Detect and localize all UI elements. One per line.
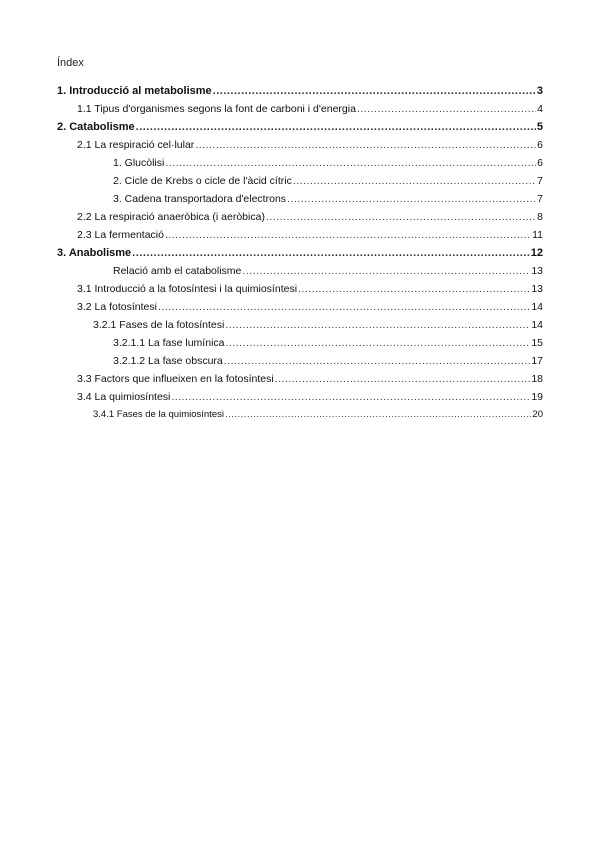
toc-entry-title: 3. Anabolisme xyxy=(57,247,132,259)
toc-page-number: 20 xyxy=(532,409,543,420)
table-of-contents xyxy=(57,82,543,424)
toc-page-number: 17 xyxy=(531,355,543,367)
toc-entry[interactable] xyxy=(57,388,543,406)
toc-dot-leader xyxy=(132,244,530,262)
toc-entry[interactable] xyxy=(57,100,543,118)
toc-page-number: 13 xyxy=(531,265,543,277)
toc-dot-leader xyxy=(195,136,536,154)
toc-entry[interactable] xyxy=(57,208,543,226)
toc-dot-leader xyxy=(213,82,536,100)
toc-dot-leader xyxy=(275,370,531,388)
toc-page-number: 6 xyxy=(537,139,543,151)
toc-dot-leader xyxy=(266,208,536,226)
toc-dot-leader xyxy=(225,406,531,424)
toc-dot-leader xyxy=(165,226,531,244)
toc-dot-leader xyxy=(298,280,530,298)
page-title: Índex xyxy=(57,57,84,69)
toc-entry-title: 3.2 La fotosíntesi xyxy=(77,301,157,313)
toc-entry[interactable] xyxy=(57,226,543,244)
toc-entry[interactable] xyxy=(57,136,543,154)
toc-page-number: 12 xyxy=(530,247,543,259)
toc-dot-leader xyxy=(287,190,536,208)
toc-entry-title: 3.4 La quimiosíntesi xyxy=(77,391,171,403)
toc-entry[interactable] xyxy=(57,370,543,388)
toc-entry-title: 3.2.1 Fases de la fotosíntesi xyxy=(93,319,225,331)
toc-entry[interactable] xyxy=(57,316,543,334)
toc-dot-leader xyxy=(226,334,531,352)
toc-entry[interactable] xyxy=(57,172,543,190)
toc-entry-title: 1. Glucòlisi xyxy=(113,157,165,169)
toc-entry-title: 3.2.1.2 La fase obscura xyxy=(113,355,223,367)
toc-page-number: 3 xyxy=(536,85,543,97)
toc-entry-title: 1. Introducció al metabolisme xyxy=(57,85,212,97)
toc-entry-title: 2.3 La fermentació xyxy=(77,229,164,241)
toc-entry-title: 2. Cicle de Krebs o cicle de l'àcid cítric xyxy=(113,175,292,187)
toc-entry[interactable] xyxy=(57,82,543,100)
toc-entry[interactable] xyxy=(57,298,543,316)
toc-entry[interactable] xyxy=(57,280,543,298)
toc-entry[interactable] xyxy=(57,352,543,370)
toc-dot-leader xyxy=(357,100,536,118)
toc-page-number: 11 xyxy=(532,229,543,241)
toc-dot-leader xyxy=(136,118,536,136)
toc-dot-leader xyxy=(171,388,530,406)
toc-entry[interactable] xyxy=(57,244,543,262)
toc-page-number: 18 xyxy=(531,373,543,385)
toc-dot-leader xyxy=(242,262,530,280)
toc-entry[interactable] xyxy=(57,334,543,352)
toc-dot-leader xyxy=(225,316,530,334)
toc-page-number: 5 xyxy=(536,121,543,133)
toc-page-number: 4 xyxy=(537,103,543,115)
toc-page-number: 6 xyxy=(537,157,543,169)
toc-dot-leader xyxy=(158,298,530,316)
toc-entry-title: Relació amb el catabolisme xyxy=(113,265,242,277)
toc-entry[interactable] xyxy=(57,154,543,172)
toc-entry-title: 3.1 Introducció a la fotosíntesi i la quimiosíntesi xyxy=(77,283,298,295)
toc-page-number: 15 xyxy=(531,337,543,349)
toc-entry[interactable] xyxy=(57,262,543,280)
toc-entry-title: 2. Catabolisme xyxy=(57,121,135,133)
toc-dot-leader xyxy=(293,172,536,190)
toc-page-number: 8 xyxy=(537,211,543,223)
toc-entry-title: 2.1 La respiració cel·lular xyxy=(77,139,195,151)
toc-entry[interactable] xyxy=(57,118,543,136)
toc-entry[interactable] xyxy=(57,406,543,424)
toc-page-number: 7 xyxy=(537,175,543,187)
toc-dot-leader xyxy=(224,352,531,370)
toc-entry-title: 3.2.1.1 La fase lumínica xyxy=(113,337,225,349)
toc-dot-leader xyxy=(165,154,536,172)
toc-entry[interactable] xyxy=(57,190,543,208)
toc-entry-title: 3.3 Factors que influeixen en la fotosíntesi xyxy=(77,373,274,385)
toc-page-number: 14 xyxy=(531,319,543,331)
toc-page-number: 13 xyxy=(531,283,543,295)
toc-entry-title: 2.2 La respiració anaeròbica (i aeròbica) xyxy=(77,211,265,223)
toc-entry-title: 3.4.1 Fases de la quimiosíntesi xyxy=(93,409,224,420)
toc-page-number: 19 xyxy=(531,391,543,403)
toc-page-number: 7 xyxy=(537,193,543,205)
toc-page-number: 14 xyxy=(531,301,543,313)
toc-entry-title: 3. Cadena transportadora d'electrons xyxy=(113,193,287,205)
toc-entry-title: 1.1 Tipus d'organismes segons la font de carboni i d'energia xyxy=(77,103,356,115)
